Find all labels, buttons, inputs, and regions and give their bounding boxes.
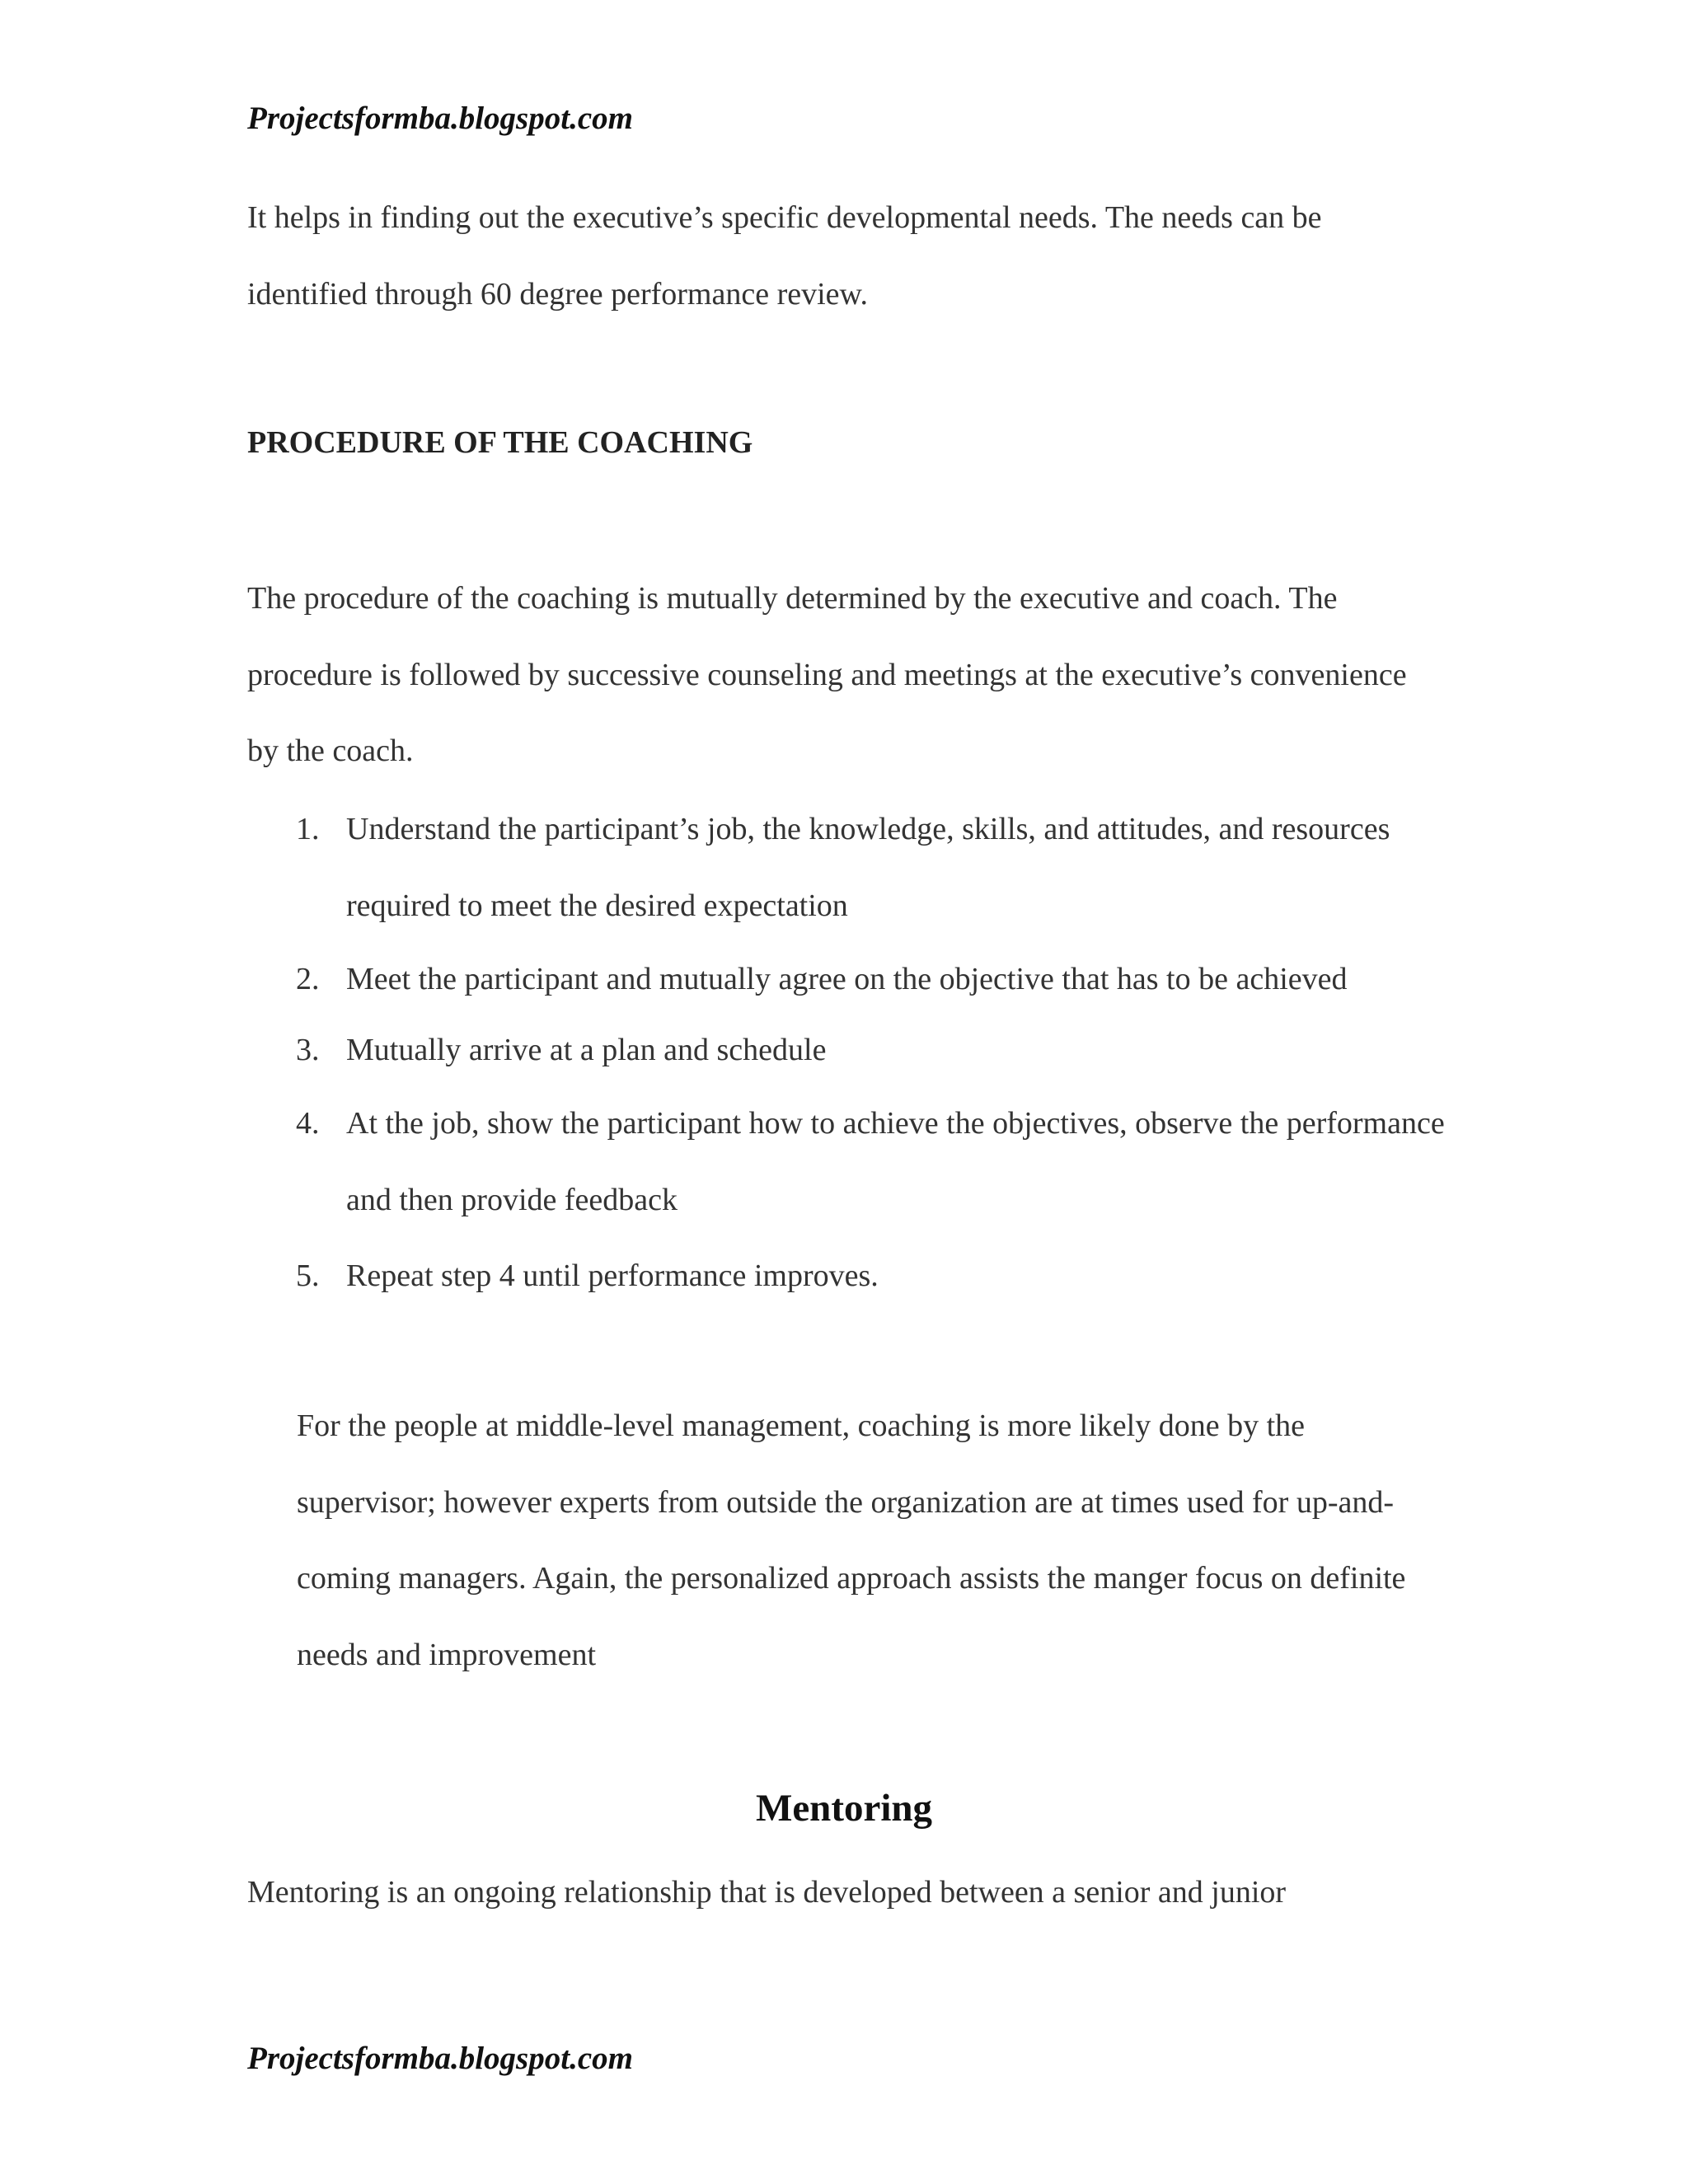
list-item-number: 4. bbox=[296, 1106, 320, 1141]
page-footer: Projectsformba.blogspot.com bbox=[247, 2041, 633, 2076]
list-item bbox=[247, 1085, 1451, 1238]
page-header: Projectsformba.blogspot.com bbox=[247, 101, 633, 136]
list-item-number: 1. bbox=[296, 812, 320, 846]
procedure-paragraph: The procedure of the coaching is mutually determined by the executive and coach. The procedure is followed by successive counseling and meetings at the executive’s convenience by the coach. bbox=[247, 581, 1407, 768]
list-item bbox=[247, 944, 1451, 1015]
procedure-heading: PROCEDURE OF THE COACHING bbox=[247, 425, 753, 460]
mentoring-paragraph: Mentoring is an ongoing relationship that is developed between a senior and junior bbox=[247, 1875, 1287, 1910]
list-item bbox=[247, 1015, 1451, 1085]
list-item-text: Mutually arrive at a plan and schedule bbox=[346, 1033, 827, 1067]
list-item-number: 5. bbox=[296, 1258, 320, 1293]
list-item bbox=[247, 1238, 1451, 1315]
list-item-text: Meet the participant and mutually agree on the objective that has to be achieved bbox=[346, 962, 1348, 996]
list-item-number: 2. bbox=[296, 962, 320, 996]
middle-level-paragraph: For the people at middle-level management, coaching is more likely done by the supervisor; however experts from outside the organization are at times used for up-and-coming managers. Again, the personalized approach assists the manger focus on definite needs and improvement bbox=[297, 1408, 1406, 1672]
list-item-text: Repeat step 4 until performance improves. bbox=[346, 1258, 879, 1293]
list-item-text: Understand the participant’s job, the knowledge, skills, and attitudes, and resources required to meet the desired expectation bbox=[346, 812, 1390, 923]
intro-paragraph: It helps in finding out the executive’s specific developmental needs. The needs can be identified through 60 degree performance review. bbox=[247, 200, 1322, 312]
list-item-text: At the job, show the participant how to achieve the objectives, observe the performance and then provide feedback bbox=[346, 1106, 1445, 1217]
procedure-steps-list bbox=[247, 791, 1451, 1315]
list-item-number: 3. bbox=[296, 1033, 320, 1067]
mentoring-heading: Mentoring bbox=[755, 1787, 933, 1830]
list-item bbox=[247, 791, 1451, 944]
